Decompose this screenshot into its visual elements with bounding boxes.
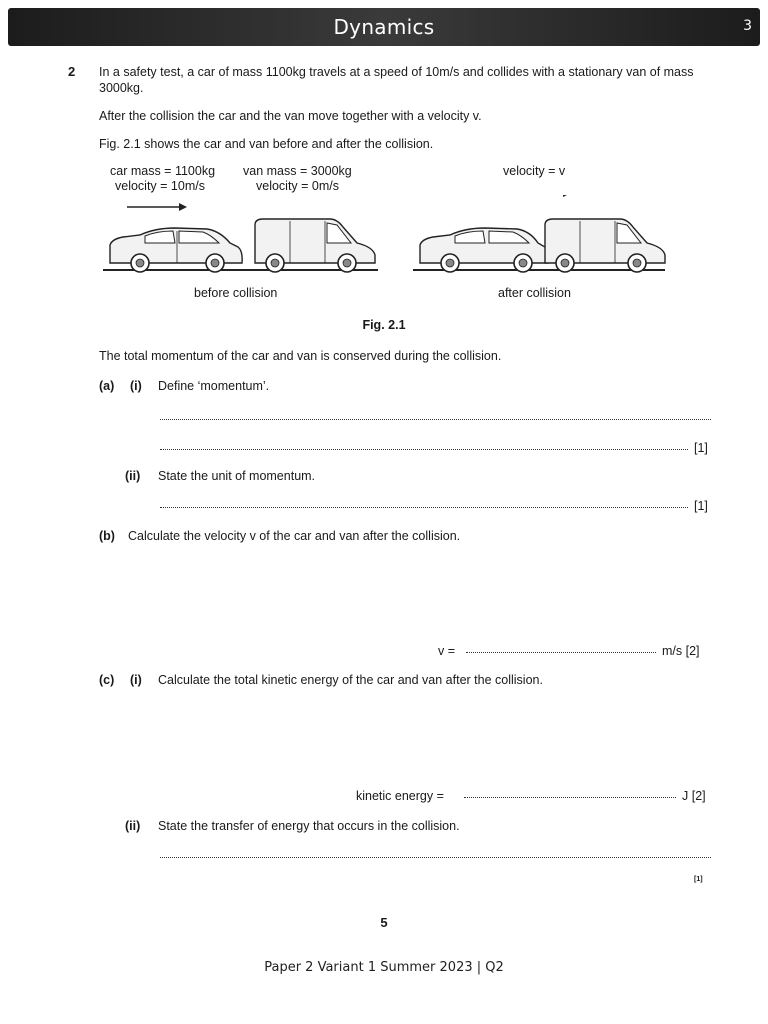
answer-line-a-i-1[interactable] [160,410,711,420]
marks-a-ii: [1] [694,499,708,513]
question-number: 2 [68,64,76,79]
part-c-ii-text: State the transfer of energy that occurs in the collision. [158,819,460,833]
answer-line-c-i[interactable] [464,788,676,798]
car-velocity-arrow [127,203,187,211]
total-marks: 5 [380,915,388,930]
after-velocity-arrow [512,195,571,197]
part-a-ii-label: (ii) [125,469,141,483]
answer-line-a-i-2[interactable] [160,440,688,450]
marks-a-i: [1] [694,441,708,455]
page-title: Dynamics [333,15,435,39]
part-b-label: (b) [99,529,115,543]
part-b-text: Calculate the velocity v of the car and van after the collision. [128,529,461,543]
part-a-i-text: Define ‘momentum’. [158,379,270,393]
part-b-unit-marks: m/s [2] [662,644,700,658]
question-intro: In a safety test, a car of mass 1100kg travels at a speed of 10m/s and collides with a stationary van of mass 3000kg. [99,65,694,95]
part-a-i-label: (i) [130,379,142,393]
part-a-ii-text: State the unit of momentum. [158,469,316,483]
part-c-label: (c) [99,673,115,687]
part-a-label: (a) [99,379,115,393]
after-collision-label: after collision [498,286,571,300]
part-c-i-text: Calculate the total kinetic energy of the car and van after the collision. [158,673,543,687]
part-c-ii-label: (ii) [125,819,141,833]
part-c-i-unit-marks: J [2] [682,789,706,803]
question-intro-2: After the collision the car and the van move together with a velocity v. [99,109,482,123]
car-velocity-label: velocity = 10m/s [115,179,205,193]
part-b-answer-label: v = [438,644,456,658]
van-mass-label: van mass = 3000kg [243,164,352,178]
car-before [110,228,242,272]
answer-line-a-ii[interactable] [160,498,688,508]
collision-figure [95,195,675,280]
after-velocity-label: velocity = v [503,164,566,178]
marks-c-ii: [1] [694,876,703,883]
page-number: 3 [743,18,752,34]
part-c-i-answer-label: kinetic energy = [356,789,444,803]
question-intro-3: Fig. 2.1 shows the car and van before and after the collision. [99,137,434,151]
car-after [420,228,548,272]
paper-source: Paper 2 Variant 1 Summer 2023 | Q2 [264,960,504,975]
van-velocity-label: velocity = 0m/s [256,179,340,193]
momentum-conserved-text: The total momentum of the car and van is conserved during the collision. [99,349,502,363]
before-collision-label: before collision [194,286,278,300]
answer-line-c-ii[interactable] [160,848,711,858]
car-mass-label: car mass = 1100kg [110,164,216,178]
answer-line-b[interactable] [466,643,656,653]
van-before [255,219,375,272]
header-bar [8,8,760,46]
van-after [545,219,665,272]
figure-caption: Fig. 2.1 [362,318,406,332]
part-c-i-label: (i) [130,673,142,687]
